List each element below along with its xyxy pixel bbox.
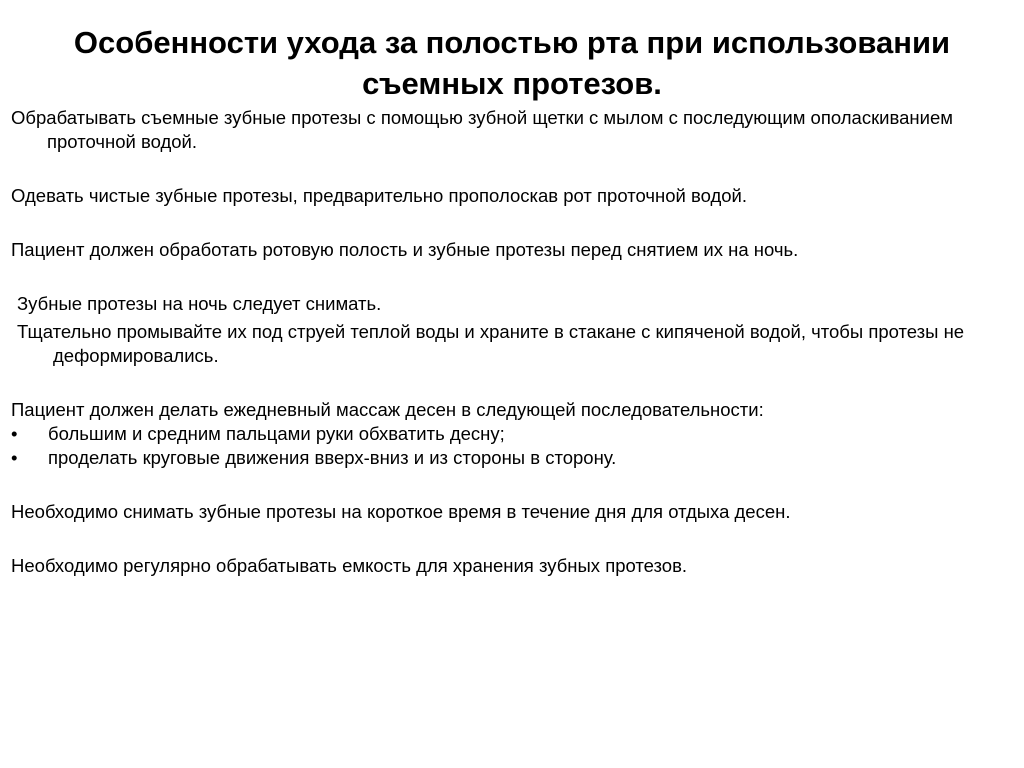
- bullet-text: большим и средним пальцами руки обхватить десну;: [48, 423, 505, 444]
- paragraph-clean-container: Необходимо регулярно обрабатывать емкость для хранения зубных протезов.: [11, 555, 688, 576]
- paragraph-remove-for-rest: Необходимо снимать зубные протезы на короткое время в течение дня для отдыха десен.: [11, 501, 791, 522]
- bullet-item: [11, 422, 1006, 446]
- bullet-text: проделать круговые движения вверх-вниз и из стороны в сторону.: [48, 447, 617, 468]
- paragraph-rinse-and-store: Тщательно промывайте их под струей теплой воды и храните в стакане с кипяченой водой, чтобы протезы не деформировались.: [17, 321, 965, 366]
- paragraph-cleaning-dentures: Обрабатывать съемные зубные протезы с помощью зубной щетки с мылом с последующим ополаскиванием проточной водой.: [11, 107, 953, 152]
- bullet-item: [11, 446, 1006, 470]
- paragraph-treat-before-night: Пациент должен обработать ротовую полость и зубные протезы перед снятием их на ночь.: [11, 239, 799, 260]
- bullet-symbol: •: [11, 423, 18, 444]
- paragraph-gum-massage: Пациент должен делать ежедневный массаж десен в следующей последовательности:: [11, 399, 764, 420]
- bullet-symbol: •: [11, 447, 18, 468]
- slide-title: Особенности ухода за полостью рта при использовании съемных протезов.: [73, 25, 951, 101]
- paragraph-wear-clean-dentures: Одевать чистые зубные протезы, предварительно прополоскав рот проточной водой.: [11, 185, 748, 206]
- slide-content: [11, 106, 1006, 578]
- paragraph-remove-at-night: Зубные протезы на ночь следует снимать.: [17, 293, 382, 314]
